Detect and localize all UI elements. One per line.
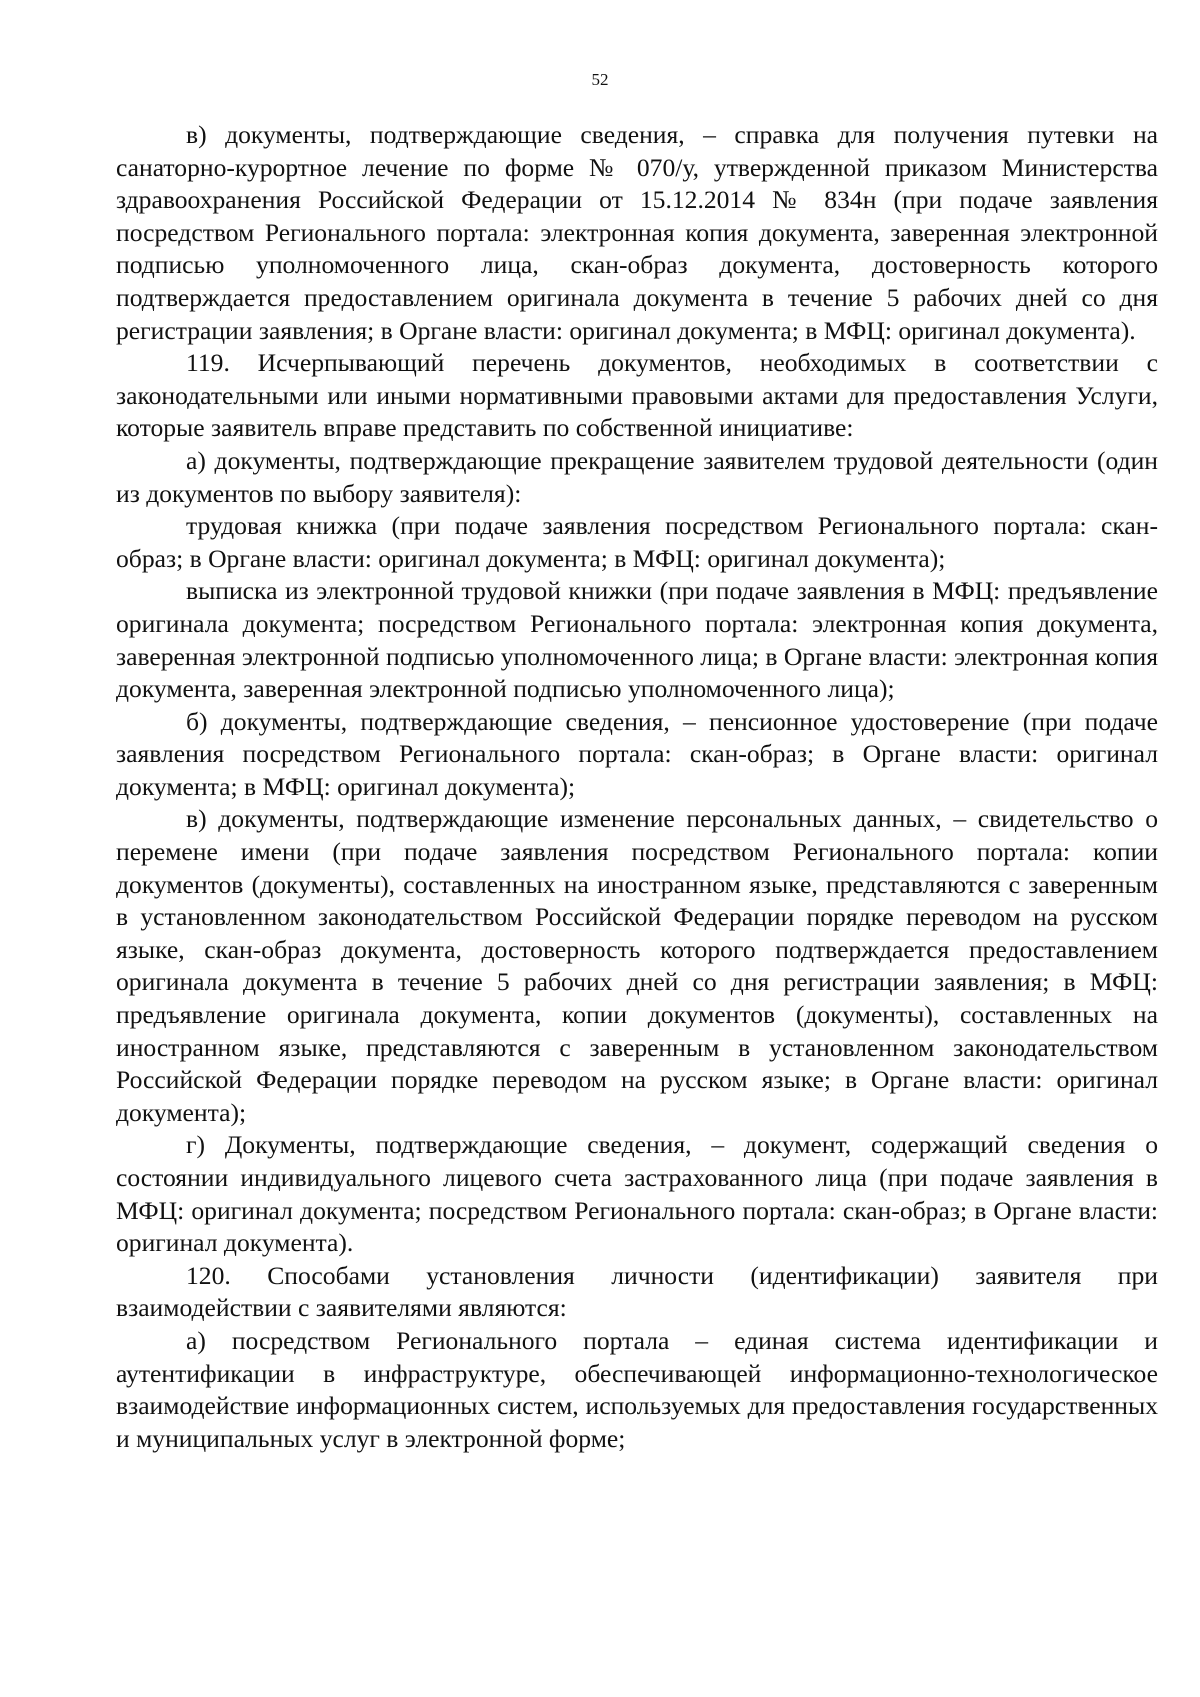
paragraph-b-pension-certificate: б) документы, подтверждающие сведения, – пенсионное удостоверение (при подаче заявления посредством Регионального портала: скан-образ; в Органе власти: оригинал документа; в МФЦ: оригинал документа); — [116, 706, 1158, 801]
paragraph-120-identification-methods: 120. Способами установления личности (идентификации) заявителя при взаимодействии с заявителями являются: — [116, 1260, 1158, 1323]
paragraph-g-personal-account-statement: г) Документы, подтверждающие сведения, – документ, содержащий сведения о состоянии индивидуального лицевого счета застрахованного лица (при подаче заявления в МФЦ: оригинал документа; посредством Регионального портала: скан-образ; в Органе власти: оригинал документа). — [116, 1130, 1158, 1258]
paragraph-a-employment-termination: а) документы, подтверждающие прекращение заявителем трудовой деятельности (один из документов по выбору заявителя): — [116, 445, 1158, 508]
document-body — [116, 119, 1158, 1455]
paragraph-119-documents-list: 119. Исчерпывающий перечень документов, необходимых в соответствии с законодательными или иными нормативными правовыми актами для предоставления Услуги, которые заявитель вправе представить по собственной инициативе: — [116, 348, 1158, 443]
paragraph-a-regional-portal-identification: а) посредством Регионального портала – единая система идентификации и аутентификации в инфраструктуре, обеспечивающей информационно-технологическое взаимодействие информационных систем, используемых для предоставления государственных и муниципальных услуг в электронной форме; — [116, 1325, 1158, 1453]
paragraph-electronic-work-book-extract: выписка из электронной трудовой книжки (при подаче заявления в МФЦ: предъявление оригинала документа; посредством Регионального портала: электронная копия документа, заверенная электронной подписью уполномоченного лица; в Органе власти: электронная копия документа, заверенная электронной подписью уполномоченного лица); — [116, 576, 1158, 704]
paragraph-work-book: трудовая книжка (при подаче заявления посредством Регионального портала: скан-образ; в Органе власти: оригинал документа; в МФЦ: оригинал документа); — [116, 511, 1158, 573]
page-number: 52 — [591, 70, 609, 89]
paragraph-v-sanatorium-certificate: в) документы, подтверждающие сведения, – справка для получения путевки на санаторно-курортное лечение по форме № 070/у, утвержденной приказом Министерства здравоохранения Российской Федерации от 15.12.2014 № 834н (при подаче заявления посредством Регионального портала: электронная копия документа, заверенная электронной подписью уполномоченного лица, скан-образ документа, достоверность которого подтверждается предоставлением оригинала документа в течение 5 рабочих дней со дня регистрации заявления; в Органе власти: оригинал документа; в МФЦ: оригинал документа). — [116, 120, 1158, 345]
paragraph-v-name-change-certificate: в) документы, подтверждающие изменение персональных данных, – свидетельство о перемене имени (при подаче заявления посредством Регионального портала: копии документов (документы), составленных на иностранном языке, представляются с заверенным в установленном законодательством Российской Федерации порядке переводом на русском языке, скан-образ документа, достоверность которого подтверждается предоставлением оригинала документа в течение 5 рабочих дней со дня регистрации заявления; в МФЦ: предъявление оригинала документа, копии документов (документы), составленных на иностранном языке, представляются с заверенным в установленном законодательством Российской Федерации порядке переводом на русском языке; в Органе власти: оригинал документа); — [116, 804, 1158, 1127]
